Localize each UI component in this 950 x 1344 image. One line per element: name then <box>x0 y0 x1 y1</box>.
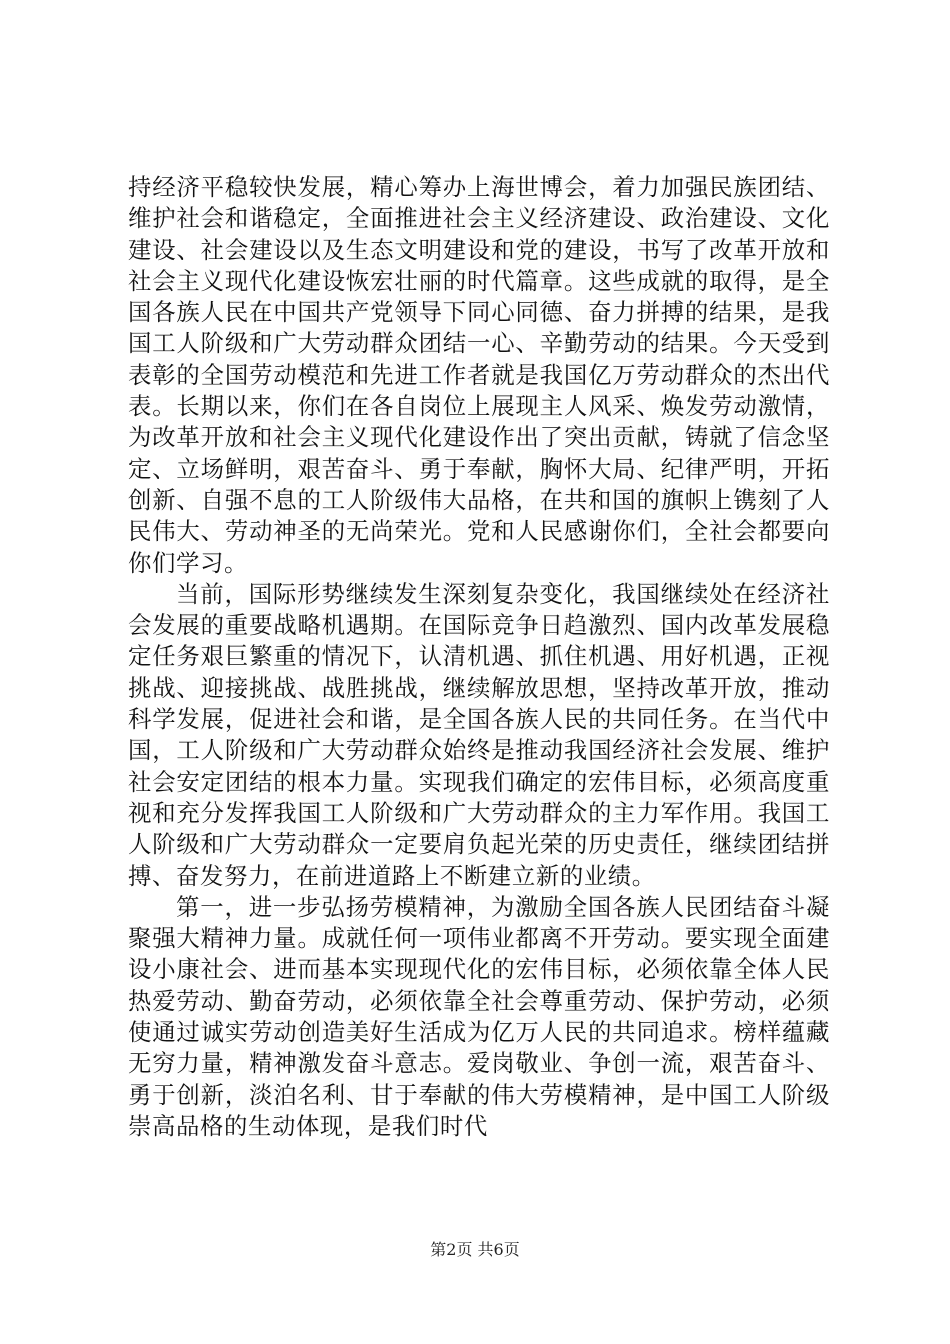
body-text <box>128 172 830 1142</box>
paragraph-current-situation: 当前，国际形势继续发生深刻复杂变化，我国继续处在经济社会发展的重要战略机遇期。在国际竞争日趋激烈、国内改革发展稳定任务艰巨繁重的情况下，认清机遇、抓住机遇、用好机遇，正视挑战、迎接挑战、战胜挑战，继续解放思想，坚持改革开放，推动科学发展，促进社会和谐，是全国各族人民的共同任务。在当代中国，工人阶级和广大劳动群众始终是推动我国经济社会发展、维护社会安定团结的根本力量。实现我们确定的宏伟目标，必须高度重视和充分发挥我国工人阶级和广大劳动群众的主力军作用。我国工人阶级和广大劳动群众一定要肩负起光荣的历史责任，继续团结拼搏、奋发努力，在前进道路上不断建立新的业绩。 <box>128 579 830 890</box>
page-footer: 第2页 共6页 <box>430 1240 520 1259</box>
paragraph-continuation: 持经济平稳较快发展，精心筹办上海世博会，着力加强民族团结、维护社会和谐稳定，全面推进社会主义经济建设、政治建设、文化建设、社会建设以及生态文明建设和党的建设，书写了改革开放和社会主义现代化建设恢宏壮丽的时代篇章。这些成就的取得，是全国各族人民在中国共产党领导下同心同德、奋力拼搏的结果，是我国工人阶级和广大劳动群众团结一心、辛勤劳动的结果。今天受到表彰的全国劳动模范和先进工作者就是我国亿万劳动群众的杰出代表。长期以来，你们在各自岗位上展现主人风采、焕发劳动激情，为改革开放和社会主义现代化建设作出了突出贡献，铸就了信念坚定、立场鲜明，艰苦奋斗、勇于奉献，胸怀大局、纪律严明，开拓创新、自强不息的工人阶级伟大品格，在共和国的旗帜上镌刻了人民伟大、劳动神圣的无尚荣光。党和人民感谢你们，全社会都要向你们学习。 <box>128 173 830 577</box>
paragraph-first-point: 第一，进一步弘扬劳模精神，为激励全国各族人民团结奋斗凝聚强大精神力量。成就任何一项伟业都离不开劳动。要实现全面建设小康社会、进而基本实现现代化的宏伟目标，必须依靠全体人民热爱劳动、勤奋劳动，必须依靠全社会尊重劳动、保护劳动，必须使通过诚实劳动创造美好生活成为亿万人民的共同追求。榜样蕴藏无穷力量，精神激发奋斗意志。爱岗敬业、争创一流，艰苦奋斗、勇于创新，淡泊名利、甘于奉献的伟大劳模精神，是中国工人阶级崇高品格的生动体现，是我们时代 <box>128 892 830 1140</box>
